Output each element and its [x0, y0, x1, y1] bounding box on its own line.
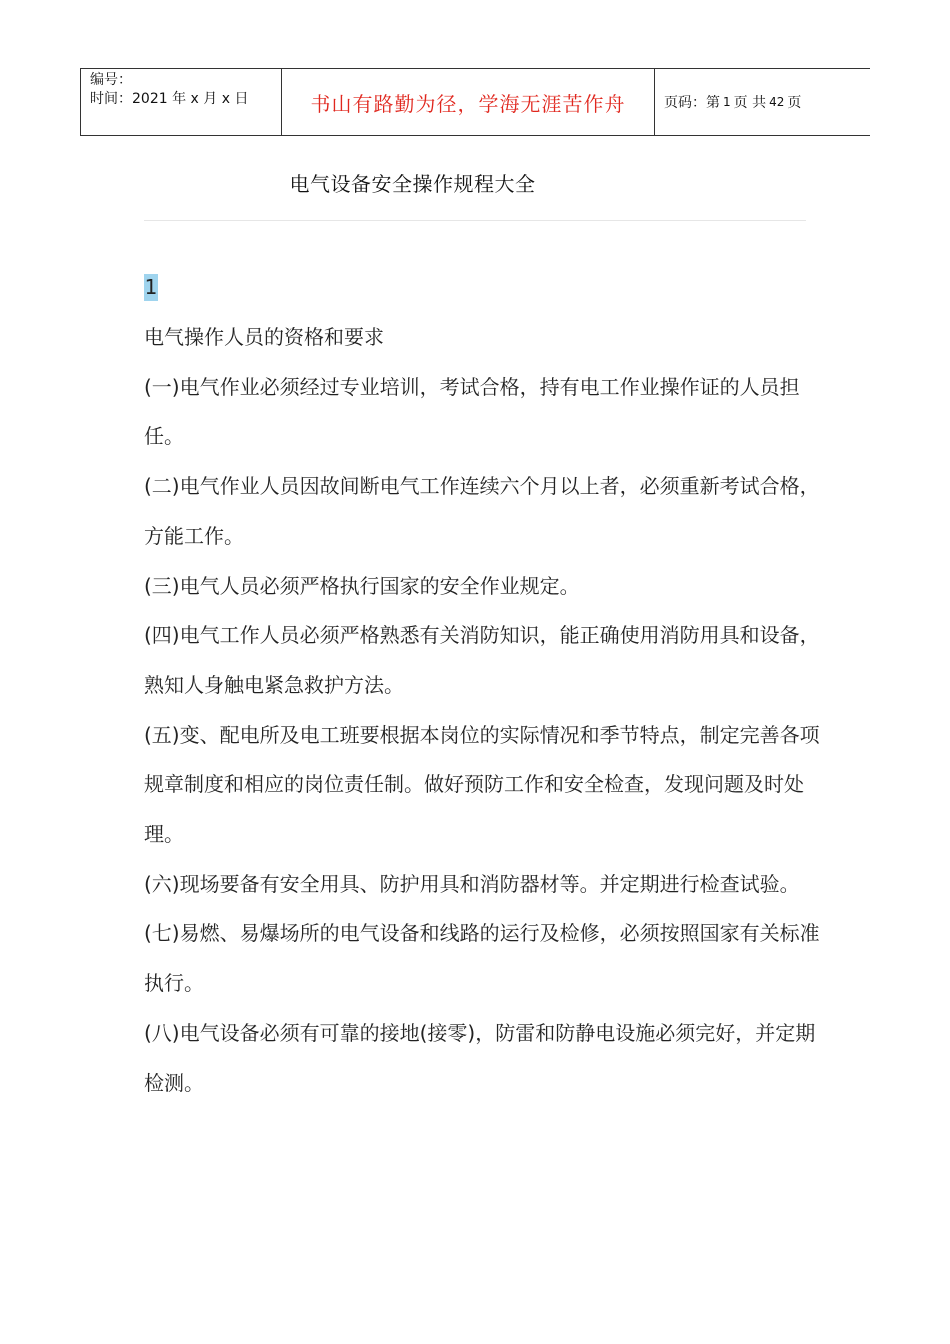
motto-text: 书山有路勤为径，学海无涯苦作舟 [310, 91, 626, 116]
paragraph: (八)电气设备必须有可靠的接地(接零)，防雷和防静电设施必须完好，并定期检测。 [144, 1020, 816, 1095]
section-number-highlight: 1 [144, 275, 158, 299]
paragraph: (六)现场要备有安全用具、防护用具和消防器材等。并定期进行检查试验。 [144, 871, 800, 896]
section-heading: 电气操作人员的资格和要求 [144, 325, 384, 349]
header-info-cell [81, 69, 282, 135]
page-prefix: 页码：第 [664, 95, 720, 111]
page-suffix: 页 [787, 95, 802, 111]
header-motto-cell [282, 69, 655, 135]
page-mid: 页 共 [733, 95, 767, 111]
title-divider [144, 220, 806, 221]
header-table [80, 68, 870, 136]
document-body [144, 313, 834, 1108]
paragraph: (四)电气工作人员必须严格熟悉有关消防知识，能正确使用消防用具和设备，熟知人身触电紧急救护方法。 [144, 623, 820, 697]
document-date: 时间：2021 年 x 月 x 日 [90, 91, 249, 107]
page-current: 1 [723, 95, 731, 109]
document-title: 电气设备安全操作规程大全 [289, 172, 536, 196]
paragraph: (三)电气人员必须严格执行国家的安全作业规定。 [144, 573, 580, 598]
page-total: 42 [769, 95, 785, 109]
document-number-label: 编号： [90, 72, 132, 88]
paragraph: (七)易燃、易爆场所的电气设备和线路的运行及检修，必须按照国家有关标准执行。 [144, 921, 820, 996]
paragraph: (五)变、配电所及电工班要根据本岗位的实际情况和季节特点，制定完善各项规章制度和相应的岗位责任制。做好预防工作和安全检查，发现问题及时处理。 [144, 722, 820, 847]
paragraph: (二)电气作业人员因故间断电气工作连续六个月以上者，必须重新考试合格，方能工作。 [144, 474, 820, 548]
header-page-cell [655, 69, 870, 135]
paragraph: (一)电气作业必须经过专业培训，考试合格，持有电工作业操作证的人员担任。 [144, 374, 800, 449]
